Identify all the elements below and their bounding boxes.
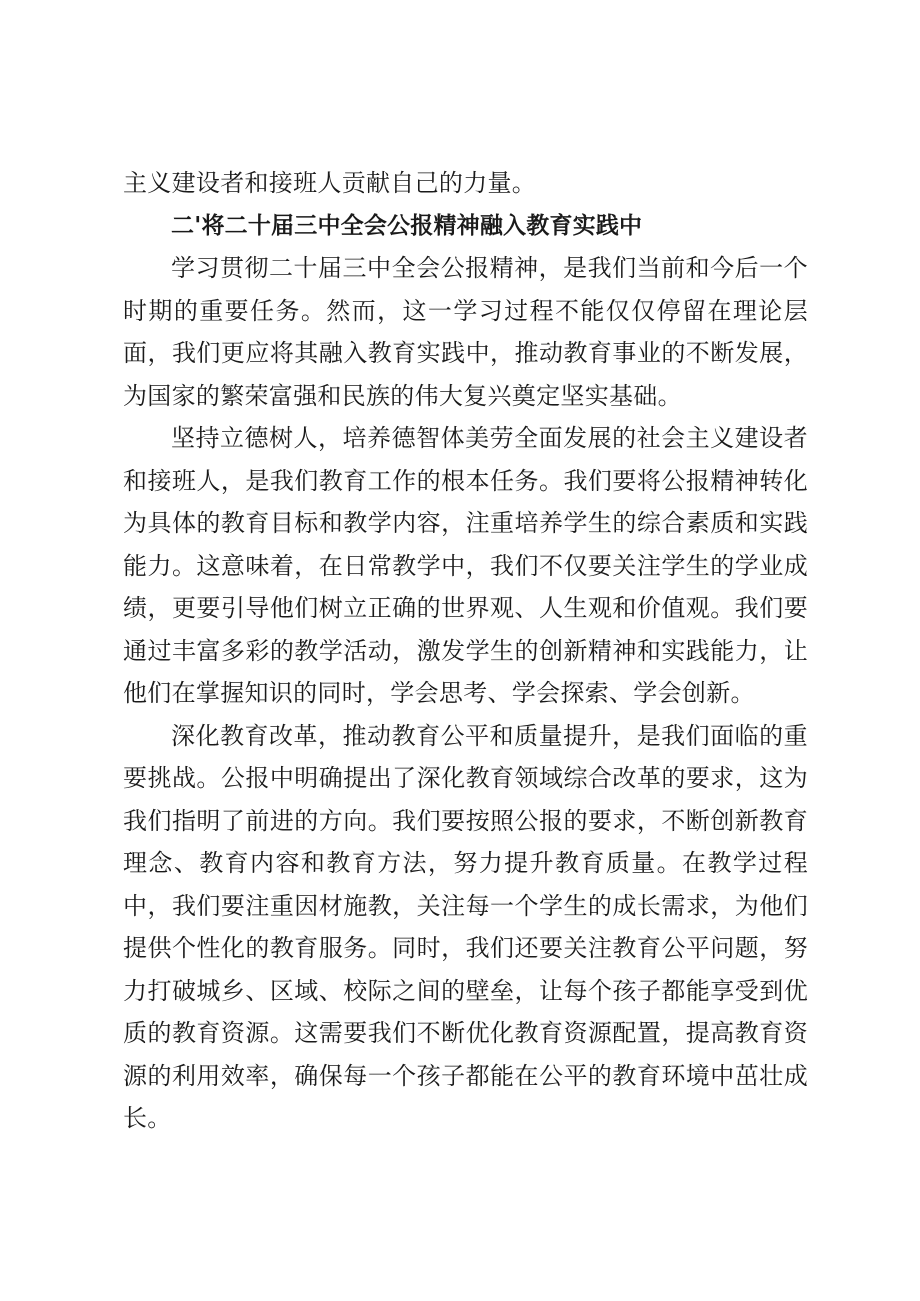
document-body (123, 162, 808, 1140)
paragraph-2: 坚持立德树人，培养德智体美劳全面发展的社会主义建设者和接班人，是我们教育工作的根本任务。我们要将公报精神转化为具体的教育目标和教学内容，注重培养学生的综合素质和实践能力。这意味着，在日常教学中，我们不仅要关注学生的学业成绩，更要引导他们树立正确的世界观、人生观和价值观。我们要通过丰富多彩的教学活动，激发学生的创新精神和实践能力，让他们在掌握知识的同时，学会思考、学会探索、学会创新。 (123, 424, 808, 707)
paragraph-3: 深化教育改革，推动教育公平和质量提升，是我们面临的重要挑战。公报中明确提出了深化教育领域综合改革的要求，这为我们指明了前进的方向。我们要按照公报的要求，不断创新教育理念、教育内容和教育方法，努力提升教育质量。在教学过程中，我们要注重因材施教，关注每一个学生的成长需求，为他们提供个性化的教育服务。同时，我们还要关注教育公平问题，努力打破城乡、区域、校际之间的壁垒，让每个孩子都能享受到优质的教育资源。这需要我们不断优化教育资源配置，提高教育资源的利用效率，确保每一个孩子都能在公平的教育环境中茁壮成长。 (123, 721, 808, 1132)
section-heading: 二'将二十届三中全会公报精神融入教育实践中 (171, 212, 643, 239)
continuation-line: 主义建设者和接班人贡献自己的力量。 (123, 169, 537, 197)
paragraph-1: 学习贯彻二十届三中全会公报精神，是我们当前和今后一个时期的重要任务。然而，这一学习过程不能仅仅停留在理论层面，我们更应将其融入教育实践中，推动教育事业的不断发展，为国家的繁荣富强和民族的伟大复兴奠定坚实基础。 (123, 254, 808, 410)
